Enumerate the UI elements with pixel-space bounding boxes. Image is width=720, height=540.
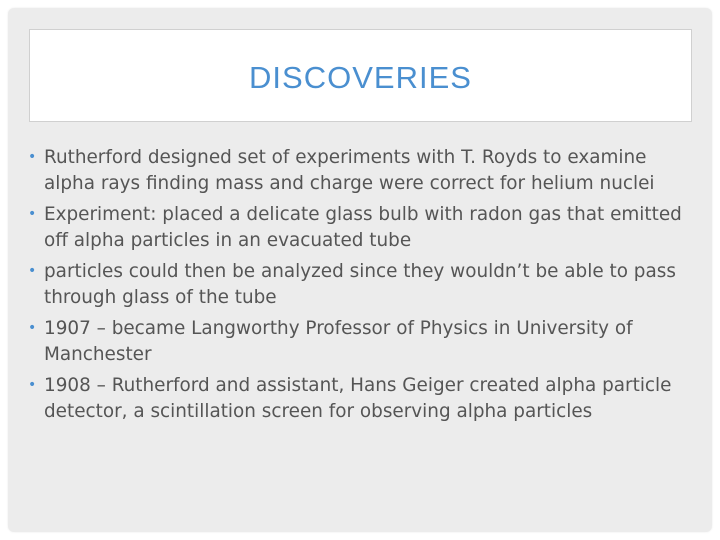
- bullet-list: [26, 145, 702, 424]
- bullet-text: particles could then be analyzed since they wouldn’t be able to pass through glass of the tube: [44, 261, 676, 308]
- title-box: [29, 29, 692, 122]
- bullet-icon: •: [28, 263, 37, 279]
- bullet-icon: •: [28, 320, 37, 336]
- bullet-item: [26, 202, 702, 253]
- bullet-text: 1907 – became Langworthy Professor of Physics in University of Manchester: [44, 318, 633, 365]
- bullet-text: Experiment: placed a delicate glass bulb with radon gas that emitted off alpha particles in an evacuated tube: [44, 204, 682, 251]
- bullet-item: [26, 145, 702, 196]
- slide: [8, 8, 712, 532]
- bullet-item: [26, 259, 702, 310]
- slide-title: DISCOVERIES: [249, 59, 472, 95]
- bullet-icon: •: [28, 149, 37, 165]
- slide-content: [26, 145, 702, 430]
- bullet-icon: •: [28, 206, 37, 222]
- bullet-text: Rutherford designed set of experiments with T. Royds to examine alpha rays finding mass and charge were correct for helium nuclei: [44, 147, 655, 194]
- bullet-icon: •: [28, 377, 37, 393]
- bullet-text: 1908 – Rutherford and assistant, Hans Geiger created alpha particle detector, a scintillation screen for observing alpha particles: [44, 375, 672, 422]
- bullet-item: [26, 373, 702, 424]
- bullet-item: [26, 316, 702, 367]
